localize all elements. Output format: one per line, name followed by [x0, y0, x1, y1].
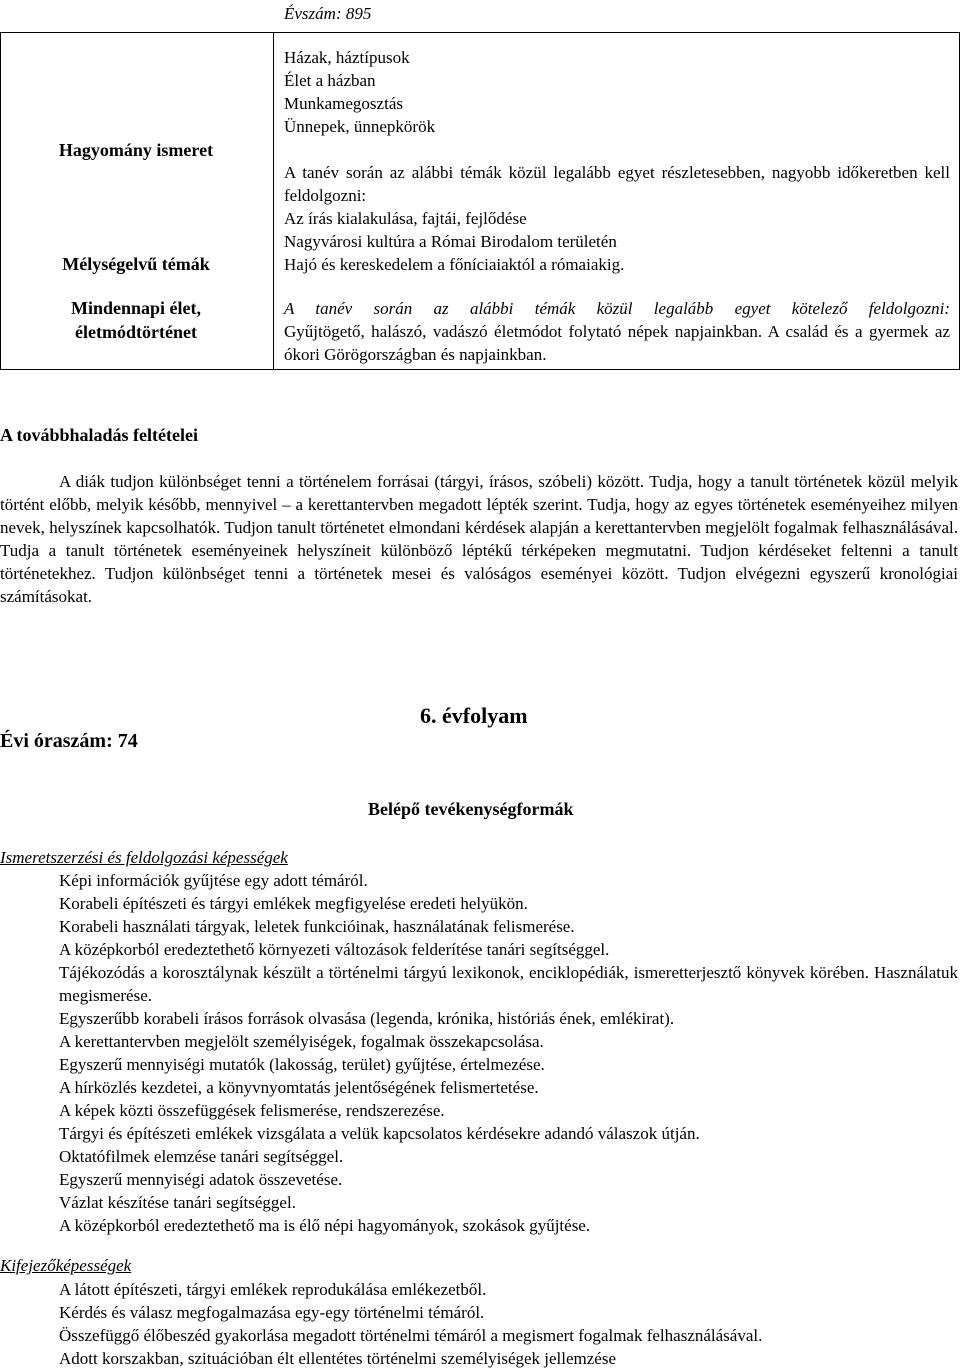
list-item: Tárgyi és építészeti emlékek vizsgálata a velük kapcsolatos kérdésekre adandó válaszok útján. — [59, 1124, 700, 1143]
list-item: Korabeli használati tárgyak, leletek funkcióinak, használatának felismerése. — [59, 917, 575, 936]
deep-topics-intro: A tanév során az alábbi témák közül legalább egyet részletesebben, nagyobb időkeretben kell feldolgozni: — [284, 163, 950, 205]
list-item: Tájékozódás a korosztálynak készült a történelmi tárgyú lexikonok, enciklopédiák, ismeretterjesztő könyvek körében. Használatuk megismerése. — [59, 963, 958, 1005]
tradition-topics — [284, 46, 950, 138]
list-item: Oktatófilmek elemzése tanári segítséggel. — [59, 1147, 344, 1166]
label-everyday-life — [0, 296, 272, 344]
list-item: Korabeli építészeti és tárgyi emlékek megfigyelése eredeti helyükön. — [59, 894, 528, 913]
table-border-bottom — [0, 369, 960, 370]
deep-topic-item: Nagyvárosi kultúra a Római Birodalom területén — [284, 232, 617, 251]
table-border-top — [0, 32, 960, 33]
list-item: Adott korszakban, szituációban élt ellentétes történelmi személyiségek jellemzése — [59, 1349, 617, 1368]
list-item: Egyszerű mennyiségi mutatók (lakosság, terület) gyűjtése, értelmezése. — [59, 1055, 545, 1074]
deep-topic-item: Hajó és kereskedelem a főníciaiaktól a rómaiakig. — [284, 255, 625, 274]
skills-acquisition-list — [59, 869, 958, 1237]
deep-topics — [284, 161, 950, 276]
skills-expression-list — [59, 1278, 958, 1370]
progress-conditions-paragraph: A diák tudjon különbséget tenni a történelem forrásai (tárgyi, írásos, szóbeli) között. Tudja, hogy a tanult történetek közül melyik történt előbb, melyik később, mennyivel – a kerettantervben megadott lépték szerint. Tudja, hogy az egyes történetek eseményeihez milyen nevek, helyszínek kapcsolhatók. Tudjon tanult történetet elmondani kérdések alapján a kerettantervben megjelölt fogalmak felhasználásával. Tudja a tanult történetek eseményeinek helyszíneit különböző léptékű térképeken megmutatni. Tudjon kérdéseket feltenni a tanult történetekhez. Tudjon különbséget tenni a történetek mesei és valóságos eseményei között. Tudjon elvégezni egyszerű kronológiai számításokat. — [0, 472, 958, 606]
list-item: Vázlat készítése tanári segítséggel. — [59, 1193, 296, 1212]
list-item: A hírközlés kezdetei, a könyvnyomtatás jelentőségének felismertetése. — [59, 1078, 539, 1097]
tradition-topic: Munkamegosztás — [284, 94, 403, 113]
list-item: Képi információk gyűjtése egy adott témáról. — [59, 871, 368, 890]
tradition-topic: Élet a házban — [284, 71, 376, 90]
deep-topic-item: Az írás kialakulása, fajtái, fejlődése — [284, 209, 527, 228]
skills-expression-title: Kifejezőképességek — [0, 1256, 132, 1275]
label-everyday-life-line1: Mindennapi élet, — [70, 298, 201, 318]
grade-title: 6. évfolyam — [420, 703, 528, 728]
annual-hours: Évi óraszám: 74 — [0, 730, 138, 752]
table-divider — [273, 32, 274, 370]
list-item: Kérdés és válasz megfogalmazása egy-egy történelmi témáról. — [59, 1303, 485, 1322]
label-everyday-life-line2: életmódtörténet — [75, 322, 197, 342]
list-item: Egyszerű mennyiségi adatok összevetése. — [59, 1170, 343, 1189]
list-item: A látott építészeti, tárgyi emlékek reprodukálása emlékezetből. — [59, 1280, 487, 1299]
entry-activities-title: Belépő tevékenységformák — [368, 799, 574, 819]
list-item: A középkorból eredeztethető környezeti változások felderítése tanári segítséggel. — [59, 940, 610, 959]
progress-conditions-title: A továbbhaladás feltételei — [0, 425, 198, 445]
year-hours-label: Évszám: 895 — [284, 4, 372, 23]
grade-header — [0, 692, 960, 762]
everyday-topics — [284, 297, 950, 366]
label-deep-topics: Mélységelvű témák — [62, 254, 210, 274]
everyday-topics-text: Gyűjtögető, halászó, vadászó életmódot folytató népek napjainkban. A család és a gyermek az ókori Görögországban és napjainkban. — [284, 322, 950, 364]
list-item: A képek közti összefüggések felismerése, rendszerezése. — [59, 1101, 445, 1120]
tradition-topic: Házak, háztípusok — [284, 48, 410, 67]
label-tradition: Hagyomány ismeret — [58, 140, 214, 160]
list-item: A középkorból eredeztethető ma is élő népi hagyományok, szokások gyűjtése. — [59, 1216, 591, 1235]
list-item: Összefüggő élőbeszéd gyakorlása megadott történelmi témáról a megismert fogalmak felhasználásával. — [59, 1326, 763, 1345]
curriculum-table — [0, 0, 960, 370]
progress-conditions-text — [0, 470, 958, 608]
skills-acquisition-title: Ismeretszerzési és feldolgozási képességek — [0, 848, 288, 867]
list-item: Egyszerűbb korabeli írásos források olvasása (legenda, krónika, históriás ének, emlékirat). — [59, 1009, 675, 1028]
tradition-topic: Ünnepek, ünnepkörök — [284, 117, 436, 136]
everyday-topics-intro: A tanév során az alábbi témák közül legalább egyet kötelező feldolgozni: — [284, 299, 950, 318]
list-item: A kerettantervben megjelölt személyiségek, fogalmak összekapcsolása. — [59, 1032, 544, 1051]
